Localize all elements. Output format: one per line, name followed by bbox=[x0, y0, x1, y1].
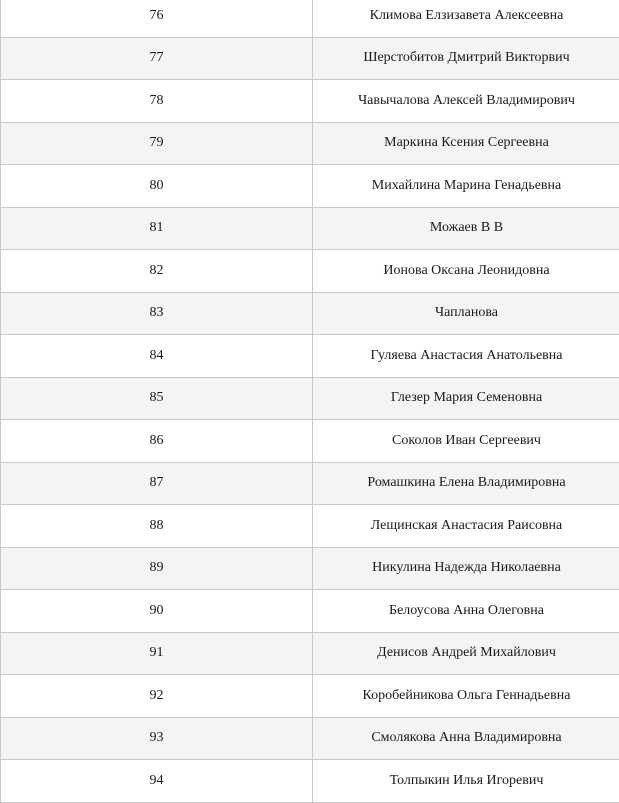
table-row bbox=[1, 80, 619, 123]
table-row bbox=[1, 335, 619, 378]
row-number: 79 bbox=[1, 122, 313, 165]
person-name: Коробейникова Ольга Геннадьевна bbox=[313, 675, 619, 718]
person-name: Ионова Оксана Леонидовна bbox=[313, 250, 619, 293]
row-number: 94 bbox=[1, 760, 313, 803]
row-number: 84 bbox=[1, 335, 313, 378]
table-row bbox=[1, 632, 619, 675]
row-number: 76 bbox=[1, 0, 313, 37]
table-row bbox=[1, 122, 619, 165]
table-row bbox=[1, 207, 619, 250]
row-number: 86 bbox=[1, 420, 313, 463]
table-row bbox=[1, 165, 619, 208]
row-number: 81 bbox=[1, 207, 313, 250]
person-name: Лещинская Анастасия Раисовна bbox=[313, 505, 619, 548]
row-number: 87 bbox=[1, 462, 313, 505]
row-number: 83 bbox=[1, 292, 313, 335]
row-number: 88 bbox=[1, 505, 313, 548]
table-row bbox=[1, 292, 619, 335]
person-name: Смолякова Анна Владимировна bbox=[313, 717, 619, 760]
row-number: 93 bbox=[1, 717, 313, 760]
table-row bbox=[1, 37, 619, 80]
person-name: Можаев В В bbox=[313, 207, 619, 250]
table-row bbox=[1, 377, 619, 420]
table-row bbox=[1, 547, 619, 590]
person-name: Шерстобитов Дмитрий Викторвич bbox=[313, 37, 619, 80]
person-name: Климова Елзизавета Алексеевна bbox=[313, 0, 619, 37]
person-name: Соколов Иван Сергеевич bbox=[313, 420, 619, 463]
table-row bbox=[1, 717, 619, 760]
row-number: 90 bbox=[1, 590, 313, 633]
person-name: Михайлина Марина Генадьевна bbox=[313, 165, 619, 208]
row-number: 80 bbox=[1, 165, 313, 208]
row-number: 92 bbox=[1, 675, 313, 718]
person-name: Гуляева Анастасия Анатольевна bbox=[313, 335, 619, 378]
table-row bbox=[1, 250, 619, 293]
person-name: Глезер Мария Семеновна bbox=[313, 377, 619, 420]
person-name: Маркина Ксения Сергеевна bbox=[313, 122, 619, 165]
table-body bbox=[1, 0, 619, 802]
person-name: Никулина Надежда Николаевна bbox=[313, 547, 619, 590]
row-number: 85 bbox=[1, 377, 313, 420]
row-number: 89 bbox=[1, 547, 313, 590]
person-name: Денисов Андрей Михайлович bbox=[313, 632, 619, 675]
table-row bbox=[1, 505, 619, 548]
person-name: Ромашкина Елена Владимировна bbox=[313, 462, 619, 505]
person-name: Белоусова Анна Олеговна bbox=[313, 590, 619, 633]
table-row bbox=[1, 760, 619, 803]
row-number: 91 bbox=[1, 632, 313, 675]
table-row bbox=[1, 462, 619, 505]
table-row bbox=[1, 0, 619, 37]
row-number: 78 bbox=[1, 80, 313, 123]
table-row bbox=[1, 675, 619, 718]
row-number: 82 bbox=[1, 250, 313, 293]
person-name: Чавычалова Алексей Владимирович bbox=[313, 80, 619, 123]
person-name: Толпыкин Илья Игоревич bbox=[313, 760, 619, 803]
table-row bbox=[1, 420, 619, 463]
row-number: 77 bbox=[1, 37, 313, 80]
table-row bbox=[1, 590, 619, 633]
person-name: Чапланова bbox=[313, 292, 619, 335]
